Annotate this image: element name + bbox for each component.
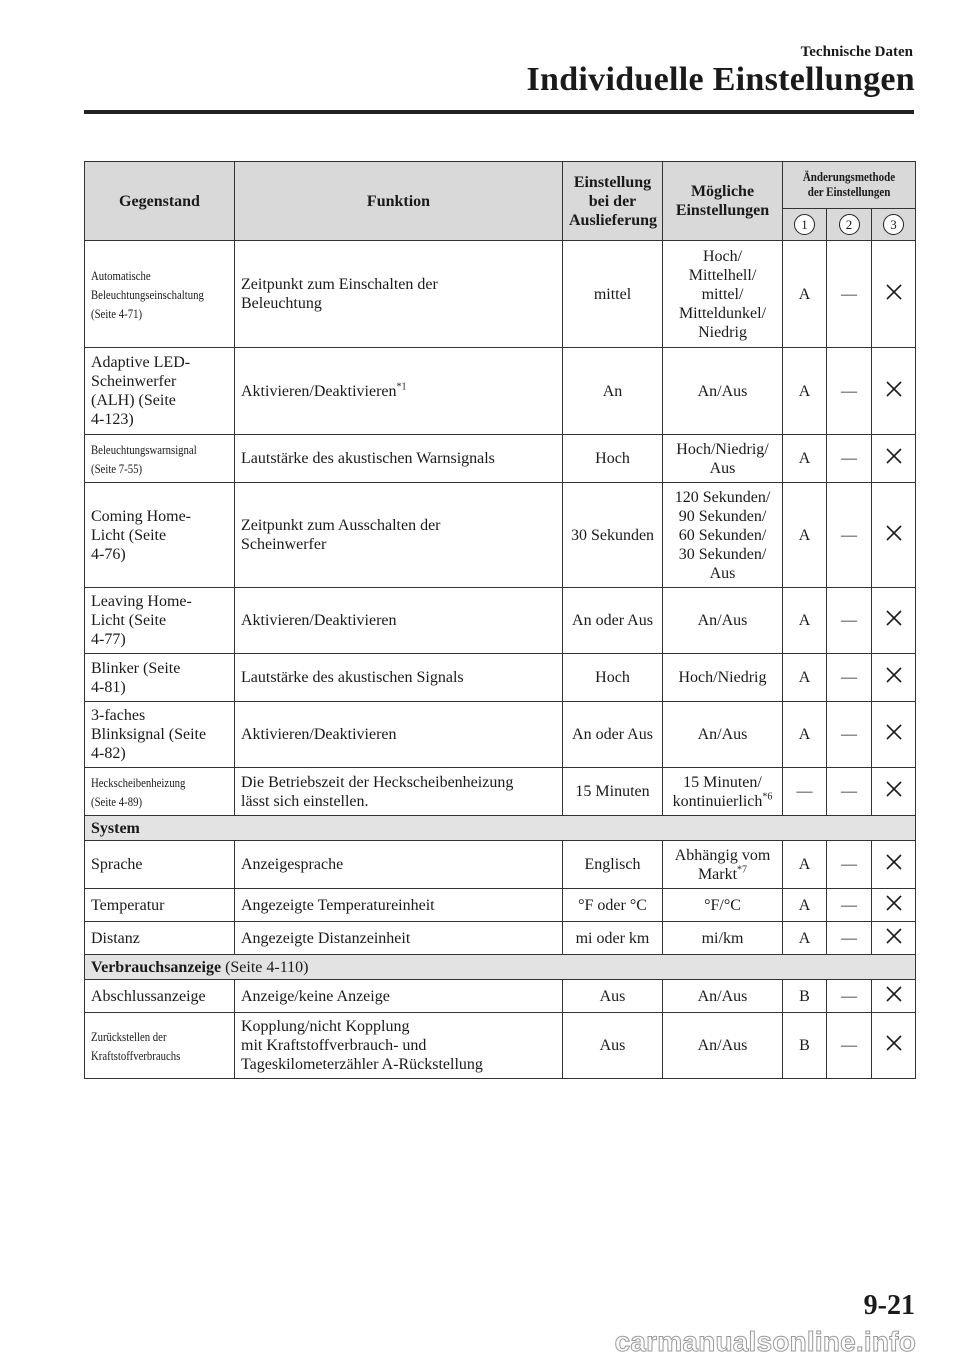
cell-method-m2: —	[827, 768, 872, 816]
cell-method-m2: —	[827, 980, 872, 1013]
cell-method-m1: —	[783, 768, 827, 816]
cell-possible	[663, 241, 783, 348]
cross-icon	[884, 926, 904, 946]
page-number: 9-21	[863, 1290, 915, 1321]
cell-method-m3	[872, 768, 916, 816]
cell-method-m1: B	[783, 980, 827, 1013]
cell-line: An/Aus	[697, 1037, 748, 1054]
cell-line: Distanz	[91, 929, 140, 947]
cell-line: mi/km	[701, 929, 744, 947]
cell-method-m1: A	[783, 922, 827, 955]
cell-line: 4-77)	[91, 631, 126, 648]
cell-function	[235, 435, 563, 483]
watermark: carmanualsonline.info	[614, 1326, 916, 1357]
section-title: System	[91, 819, 140, 837]
table-row	[85, 483, 916, 588]
cell-item	[85, 483, 235, 588]
cell-line: Beleuchtungseinschaltung	[91, 287, 204, 302]
section-title: Technische Daten	[800, 44, 913, 60]
cell-line: Leaving Home-	[91, 593, 192, 610]
cross-icon	[884, 779, 904, 799]
cell-line: Temperatur	[91, 896, 165, 914]
cell-default: Englisch	[563, 841, 663, 889]
cell-line: Aktivieren/Deaktivieren	[241, 382, 397, 400]
cell-line: 3-faches	[91, 707, 146, 724]
col-header-method-1	[783, 209, 827, 241]
cell-line: Blinker (Seite	[91, 659, 181, 677]
col-header-possible: Mögliche Einstellungen	[663, 162, 783, 241]
section-system	[85, 816, 916, 841]
cell-item	[85, 889, 235, 922]
footnote-marker: *7	[737, 864, 748, 876]
cell-method-m1: A	[783, 435, 827, 483]
cell-line: 30 Sekunden/	[678, 545, 767, 563]
cell-possible	[663, 702, 783, 768]
page-title: Individuelle Einstellungen	[526, 61, 915, 98]
table-row	[85, 702, 916, 768]
cell-line: Markt	[697, 865, 738, 883]
col-header-item: Gegenstand	[85, 162, 235, 241]
cell-line: Abhängig vom	[674, 846, 771, 864]
cell-line: Kopplung/nicht Kopplung	[241, 1018, 410, 1035]
cross-icon	[884, 446, 904, 466]
cell-method-m1: A	[783, 841, 827, 889]
cell-function	[235, 241, 563, 348]
cell-line: Adaptive LED-	[91, 354, 191, 371]
cell-possible	[663, 483, 783, 588]
col-header-function: Funktion	[235, 162, 563, 241]
cell-function	[235, 841, 563, 889]
table-row	[85, 768, 916, 816]
cell-line: Aktivieren/Deaktivieren	[241, 612, 397, 629]
cross-icon	[884, 523, 904, 543]
cell-line: kontinuierlich	[672, 792, 763, 810]
cell-item	[85, 348, 235, 435]
cell-method-m2: —	[827, 841, 872, 889]
section-label	[85, 816, 916, 841]
cell-function	[235, 588, 563, 654]
cell-possible	[663, 588, 783, 654]
cell-line: Beleuchtung	[241, 295, 322, 312]
cell-line: Tageskilometerzähler A-Rückstellung	[241, 1056, 483, 1073]
cell-method-m3	[872, 348, 916, 435]
cell-method-m2: —	[827, 435, 872, 483]
table-row	[85, 1013, 916, 1079]
cell-method-m2: —	[827, 348, 872, 435]
cell-possible	[663, 922, 783, 955]
cell-line: Kraftstoffverbrauchs	[91, 1048, 181, 1063]
cell-line: Angezeigte Temperatureinheit	[241, 896, 435, 914]
cell-item	[85, 841, 235, 889]
cell-line: Anzeigesprache	[241, 856, 344, 873]
cell-line: Zurückstellen der	[91, 1029, 167, 1044]
cell-method-m2: —	[827, 588, 872, 654]
cell-method-m3	[872, 588, 916, 654]
footnote-marker: *1	[396, 381, 407, 393]
cell-line: 4-82)	[91, 745, 126, 762]
cross-icon	[884, 665, 904, 685]
table-row	[85, 348, 916, 435]
cell-function	[235, 768, 563, 816]
cell-possible	[663, 1013, 783, 1079]
cell-line: Scheinwerfer	[241, 536, 327, 553]
cell-line: Aus	[709, 564, 736, 582]
cell-method-m3	[872, 980, 916, 1013]
section-ref: (Seite 4-110)	[225, 958, 309, 976]
cell-default: An oder Aus	[563, 702, 663, 768]
cell-method-m1: A	[783, 654, 827, 702]
cell-item	[85, 588, 235, 654]
cell-line: Hoch/Niedrig/	[676, 440, 769, 458]
cell-line: Coming Home-	[91, 507, 191, 525]
cell-possible	[663, 348, 783, 435]
cell-line: Heckscheibenheizung	[91, 775, 186, 790]
cell-line: Lautstärke des akustischen Signals	[241, 669, 464, 686]
cell-line: Zeitpunkt zum Einschalten der	[241, 276, 438, 293]
cell-possible	[663, 768, 783, 816]
cell-line: Aktivieren/Deaktivieren	[241, 726, 397, 743]
cell-default: An oder Aus	[563, 588, 663, 654]
cell-line: 120 Sekunden/	[674, 488, 771, 506]
cell-line: Lautstärke des akustischen Warnsignals	[241, 450, 495, 467]
cell-line: An/Aus	[697, 612, 748, 629]
cell-method-m2: —	[827, 889, 872, 922]
cell-line: An/Aus	[697, 726, 748, 743]
cell-method-m3	[872, 1013, 916, 1079]
cell-line: lässt sich einstellen.	[241, 792, 369, 810]
cell-line: mit Kraftstoffverbrauch- und	[241, 1037, 427, 1054]
cross-icon	[884, 379, 904, 399]
table-row	[85, 841, 916, 889]
cell-method-m1: A	[783, 889, 827, 922]
settings-table	[84, 161, 916, 1079]
cell-function	[235, 483, 563, 588]
cell-line: An/Aus	[697, 382, 748, 400]
cell-line: Automatische	[91, 268, 151, 283]
table-row	[85, 654, 916, 702]
section-label	[85, 955, 916, 980]
cell-line: Mittelhell/	[688, 266, 757, 284]
cell-method-m2: —	[827, 654, 872, 702]
cell-method-m3	[872, 702, 916, 768]
cell-line: 60 Sekunden/	[678, 526, 767, 544]
section-title: Verbrauchsanzeige	[91, 958, 222, 976]
cell-line: (Seite 7-55)	[91, 461, 143, 476]
cell-function	[235, 702, 563, 768]
cell-line: Licht (Seite	[91, 526, 167, 544]
cell-line: Sprache	[91, 856, 143, 873]
col-header-default: Einstellung bei der Auslieferung	[563, 162, 663, 241]
cross-icon	[884, 608, 904, 628]
cell-function	[235, 980, 563, 1013]
cell-default: 30 Sekunden	[563, 483, 663, 588]
cell-function	[235, 654, 563, 702]
cell-line: Licht (Seite	[91, 612, 167, 629]
cell-line: Zeitpunkt zum Ausschalten der	[241, 517, 441, 534]
header-rule	[84, 110, 914, 114]
cross-icon	[884, 852, 904, 872]
cell-default: Hoch	[563, 654, 663, 702]
cell-line: Hoch/	[702, 247, 743, 265]
cell-function	[235, 348, 563, 435]
cell-item	[85, 922, 235, 955]
cell-line: Die Betriebszeit der Heckscheibenheizung	[241, 773, 514, 791]
cell-item	[85, 980, 235, 1013]
cell-line: Scheinwerfer	[91, 373, 177, 390]
cell-line: 4-123)	[91, 411, 134, 428]
cell-method-m1: A	[783, 588, 827, 654]
cell-line: mittel/	[701, 285, 744, 303]
cell-method-m3	[872, 241, 916, 348]
cell-method-m2: —	[827, 922, 872, 955]
cell-item	[85, 702, 235, 768]
circled-2-icon: 2	[839, 214, 860, 235]
col-header-method-2	[827, 209, 872, 241]
cross-icon	[884, 984, 904, 1004]
cell-method-m2: —	[827, 702, 872, 768]
cell-line: °F/°C	[704, 896, 741, 914]
cell-function	[235, 1013, 563, 1079]
cell-method-m1: A	[783, 702, 827, 768]
table-row	[85, 922, 916, 955]
cell-default: °F oder °C	[563, 889, 663, 922]
cell-line: Aus	[709, 459, 736, 477]
cross-icon	[884, 282, 904, 302]
cell-line: 4-76)	[91, 545, 126, 563]
cell-line: Anzeige/keine Anzeige	[241, 987, 390, 1005]
cell-possible	[663, 889, 783, 922]
circled-1-icon: 1	[794, 214, 815, 235]
table-row	[85, 435, 916, 483]
cell-method-m3	[872, 841, 916, 889]
cell-line: Niedrig	[698, 323, 747, 341]
cell-function	[235, 889, 563, 922]
cell-method-m1: B	[783, 1013, 827, 1079]
cell-method-m1: A	[783, 483, 827, 588]
cell-item	[85, 435, 235, 483]
cell-line: Angezeigte Distanzeinheit	[241, 929, 411, 947]
table-row	[85, 889, 916, 922]
cell-line: 4-81)	[91, 678, 126, 696]
table-row	[85, 241, 916, 348]
col-header-method-3	[872, 209, 916, 241]
cell-possible	[663, 435, 783, 483]
cell-default: Hoch	[563, 435, 663, 483]
cell-line: (Seite 4-89)	[91, 794, 143, 809]
cross-icon	[884, 893, 904, 913]
cell-default: An	[563, 348, 663, 435]
cell-possible	[663, 980, 783, 1013]
cell-item	[85, 1013, 235, 1079]
cell-method-m1: A	[783, 348, 827, 435]
cell-item	[85, 654, 235, 702]
cell-possible	[663, 841, 783, 889]
section-fuel	[85, 955, 916, 980]
cell-default: 15 Minuten	[563, 768, 663, 816]
cell-line: Abschlussanzeige	[91, 987, 206, 1005]
cell-line: (ALH) (Seite	[91, 392, 176, 409]
cell-line: Blinksignal (Seite	[91, 726, 207, 743]
cell-default: Aus	[563, 1013, 663, 1079]
circled-3-icon: 3	[883, 214, 904, 235]
cross-icon	[884, 722, 904, 742]
cross-icon	[884, 1033, 904, 1053]
cell-line: Beleuchtungswarnsignal	[91, 442, 197, 457]
cell-method-m1: A	[783, 241, 827, 348]
cell-method-m2: —	[827, 1013, 872, 1079]
cell-line: (Seite 4-71)	[91, 306, 143, 321]
cell-default: Aus	[563, 980, 663, 1013]
table-row	[85, 980, 916, 1013]
cell-method-m3	[872, 654, 916, 702]
cell-line: 90 Sekunden/	[678, 507, 767, 525]
cell-default: mi oder km	[563, 922, 663, 955]
footnote-marker: *6	[762, 791, 773, 803]
cell-line: 15 Minuten/	[683, 773, 762, 791]
cell-line: An/Aus	[697, 987, 748, 1005]
col-header-method: Änderungsmethode der Einstellungen	[783, 162, 916, 209]
cell-line: Mitteldunkel/	[678, 304, 767, 322]
cell-method-m2: —	[827, 483, 872, 588]
cell-method-m3	[872, 922, 916, 955]
cell-method-m2: —	[827, 241, 872, 348]
cell-item	[85, 768, 235, 816]
cell-line: Hoch/Niedrig	[678, 669, 767, 686]
cell-method-m3	[872, 483, 916, 588]
table-row	[85, 588, 916, 654]
cell-possible	[663, 654, 783, 702]
cell-method-m3	[872, 889, 916, 922]
cell-function	[235, 922, 563, 955]
cell-method-m3	[872, 435, 916, 483]
cell-default: mittel	[563, 241, 663, 348]
cell-item	[85, 241, 235, 348]
